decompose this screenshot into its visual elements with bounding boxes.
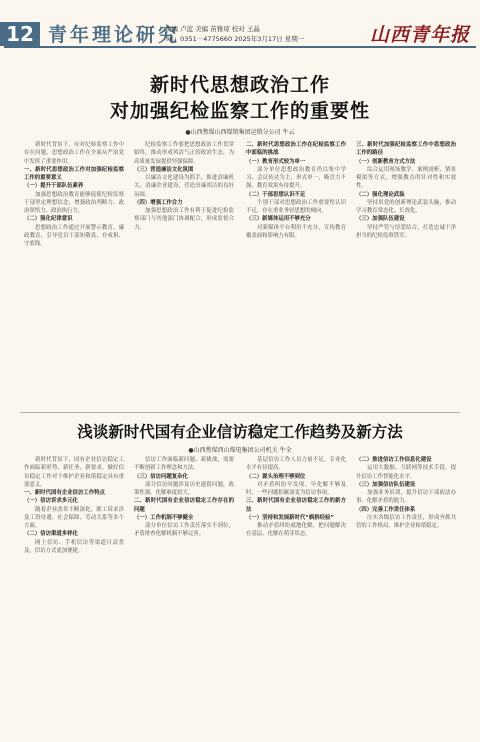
subheading: 一、新时代思想政治工作对加强纪检监察工作的重要意义 — [24, 166, 124, 181]
article1-title-line1: 新时代思想政治工作 — [149, 74, 330, 96]
subheading: （二）源头治理不够到位 — [246, 473, 306, 480]
article-divider — [20, 412, 460, 413]
article1-title-line2: 对加强纪检监察工作的重要性 — [109, 100, 370, 122]
paragraph: 部分单位思想政治教育仍以集中学习、会议传达为主，形式单一，吸引力不强，教育效果有待提升。 — [246, 166, 346, 190]
subheading: （一）坚持和发展新时代“枫桥经验” — [246, 514, 334, 521]
paragraph: 运用大数据、互联网等技术手段，提升信访工作智能化水平。 — [356, 465, 456, 480]
date-line: Tel：0351－4775660 2025年3月17日 星期一 — [165, 35, 305, 43]
subheading: （三）加强信访队伍建设 — [356, 481, 416, 488]
subheading: （四）完善工作责任体系 — [356, 506, 416, 513]
article1-column-4 — [356, 141, 456, 406]
paragraph: 推动矛盾纠纷就地化解，把问题解决在基层、化解在萌芽状态。 — [246, 523, 346, 538]
paragraph: 对新媒体平台利用不充分，宣传教育覆盖面和影响力有限。 — [246, 224, 346, 239]
article2-column-3 — [246, 456, 346, 734]
header-rule — [4, 46, 476, 48]
subheading: 二、新时代国有企业信访稳定工作存在的问题 — [134, 498, 234, 513]
article2-byline: ●山西焦煤西山煤电集团公司机关 牛全 — [188, 447, 292, 454]
subheading: （四）增强工作合力 — [134, 199, 183, 206]
paragraph: 个别干部对思想政治工作重要性认识不足，存在重业务轻思想的倾向。 — [246, 199, 346, 214]
subheading: （一）提升干部队伍素养 — [24, 183, 84, 190]
paragraph: 基层信访工作人员力量不足，专业化水平有待提高。 — [246, 457, 346, 472]
paragraph: 纪检监察工作要把思想政治工作贯穿始终，推动形成风清气正的政治生态，为高质量发展提供坚强保障。 — [134, 142, 234, 165]
paragraph: 思想政治工作通过开展警示教育、廉政教育，引导党员干部知敬畏、存戒惧、守底线。 — [24, 224, 124, 247]
subheading: （一）工作机制不够健全 — [134, 514, 194, 521]
subheading: （三）新媒体运用不够充分 — [246, 216, 311, 223]
subheading: （一）创新教育方式方法 — [356, 158, 416, 165]
page-number: 12 — [0, 22, 40, 46]
subheading: （二）推进信访工作信息化建设 — [356, 457, 432, 463]
paragraph: 坚持严管与厚爱结合，打造忠诚干净担当的纪检监察铁军。 — [356, 224, 456, 239]
paragraph: 新时代背景下，应对纪检监察工作中存在问题，思想政治工作在全面从严治党中发挥了重要作用。 — [24, 142, 124, 165]
paragraph: 坚持用党的创新理论武装头脑，推动学习教育常态化、长效化。 — [356, 199, 456, 214]
subheading: （一）信访诉求多元化 — [24, 498, 78, 505]
subheading: （二）强化理论武装 — [356, 191, 405, 198]
article2-column-2 — [134, 456, 234, 734]
paragraph: 新时代背景下，国有企业信访稳定工作面临新形势、新任务、新要求，做好信访稳定工作对于维护企业和谐稳定具有重要意义。 — [24, 457, 124, 488]
subheading: （三）加强队伍建设 — [356, 216, 405, 223]
subheading: （二）强化纪律意识 — [24, 216, 73, 223]
subheading: 一、新时代国有企业信访工作特点 — [24, 490, 105, 496]
article1-column-3 — [246, 141, 346, 406]
paragraph: 对矛盾纠纷早发现、早化解不够及时，一些问题积累演变为信访事项。 — [246, 481, 346, 496]
subheading: （二）干部思想认识不足 — [246, 191, 306, 198]
subheading: 二、新时代思想政治工作在纪检监察工作中面临的挑战 — [246, 142, 346, 157]
subheading: （一）教育形式较为单一 — [246, 158, 306, 165]
paragraph: 加强业务培训，提升信访干部依法办事、化解矛盾的能力。 — [356, 490, 456, 505]
editor-line: 责编 卢蓝 美编 苗雅琼 校对 王晶 — [165, 25, 260, 33]
paragraph: 随着企业改革不断深化，职工诉求涉及工资待遇、社会保障、劳动关系等多个方面。 — [24, 506, 124, 529]
paragraph: 部分单位信访工作责任落实不到位，矛盾排查化解机制不够完善。 — [134, 523, 234, 538]
article2-column-4 — [356, 456, 456, 734]
subheading: 三、新时代加强纪检监察工作中思想政治工作的路径 — [356, 142, 456, 157]
paragraph: 信访工作面临新问题、新挑战，需要不断创新工作理念和方法。 — [134, 457, 234, 472]
paragraph: 综合运用现场教学、案例剖析、情景模拟等方式，增强教育的针对性和实效性。 — [356, 166, 456, 190]
article1-column-1 — [24, 141, 124, 406]
paragraph: 部分信访问题涉及历史遗留问题，政策性强，化解难度较大。 — [134, 481, 234, 496]
section-title: 青年理论研究 — [48, 24, 181, 46]
paragraph: 加强思想政治工作有利于促进纪检监察部门与其他部门协调配合，形成监督合力。 — [134, 208, 234, 231]
subheading: 三、新时代国有企业信访稳定工作的新方法 — [246, 498, 346, 513]
paragraph: 加强思想政治教育能够促使纪检监察干部坚定理想信念，增强政治判断力、政治领悟力、政治执行力。 — [24, 191, 124, 214]
article1-byline: ●山西焦煤山西煤销集团运销分公司 牛云 — [185, 129, 295, 136]
newspaper-logo: 山西青年报 — [369, 24, 470, 46]
subheading: （三）营造廉洁文化氛围 — [134, 166, 194, 173]
paragraph: 以廉洁文化建设为抓手，推进清廉机关、清廉企业建设，营造崇廉尚洁的良好氛围。 — [134, 175, 234, 198]
subheading: （二）信访渠道多样化 — [24, 531, 78, 538]
paragraph: 网上信访、手机信访等渠道日益普及，信访方式更加便捷。 — [24, 539, 124, 554]
page-header — [0, 0, 480, 44]
article2-title: 浅谈新时代国有企业信访稳定工作趋势及新方法 — [77, 423, 403, 441]
subheading: （三）信访问题复杂化 — [134, 473, 188, 480]
paragraph: 压实各级信访工作责任，形成齐抓共管的工作格局，维护企业和谐稳定。 — [356, 514, 456, 529]
article2-column-1 — [24, 456, 124, 734]
article1-column-2 — [134, 141, 234, 406]
